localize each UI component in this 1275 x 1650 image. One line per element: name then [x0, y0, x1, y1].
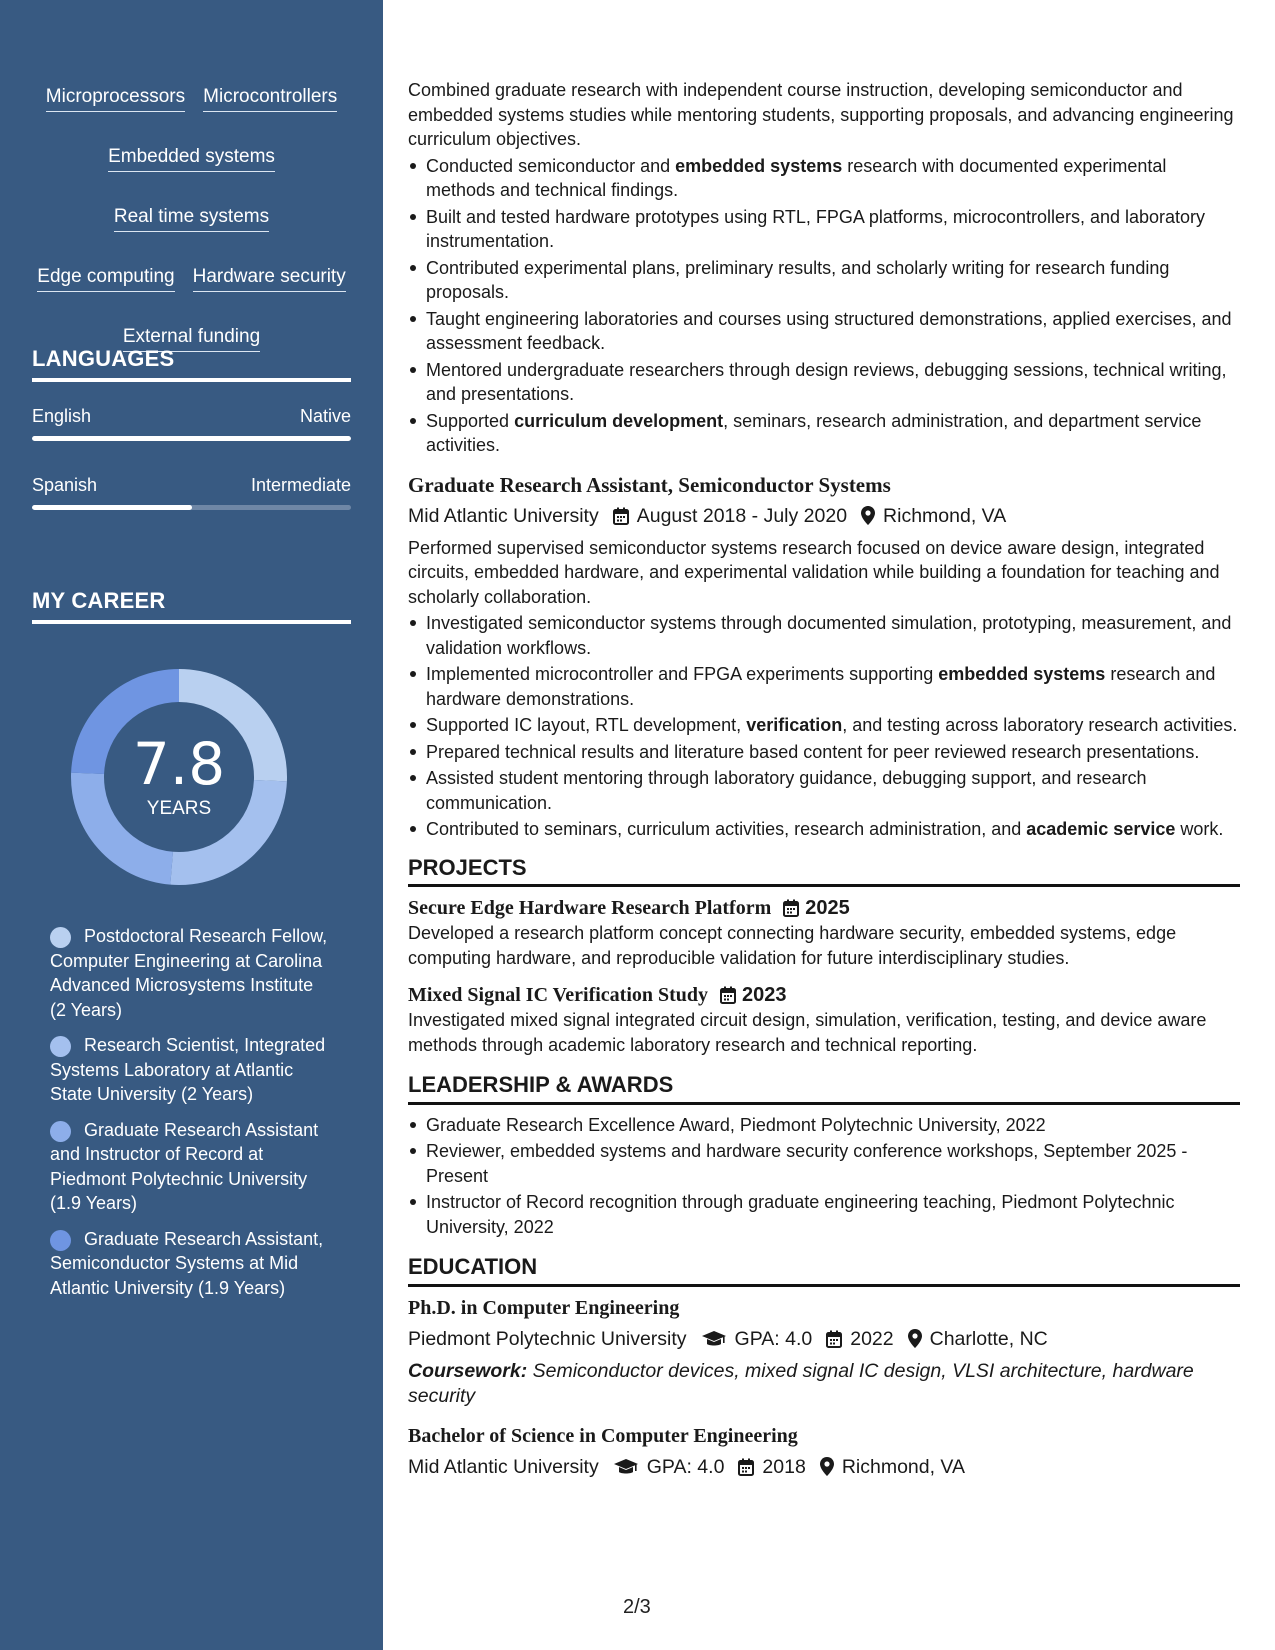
awards-heading: LEADERSHIP & AWARDS [408, 1073, 1240, 1105]
bullet-item: Mentored undergraduate researchers through design reviews, debugging sessions, technical writing, and presentations. [408, 358, 1240, 407]
awards-list [408, 1113, 1240, 1240]
project-title-row [408, 982, 1240, 1008]
job-summary: Performed supervised semiconductor systems research focused on device aware design, integrated circuits, embedded hardware, and experimental validation while building a foundation for teaching and scholarly collaboration. [408, 537, 1220, 607]
project-title: Secure Edge Hardware Research Platform [408, 897, 772, 919]
career-total [66, 664, 292, 890]
bullet-item: Conducted semiconductor and embedded systems research with documented experimental methods and technical findings. [408, 154, 1240, 203]
location-pin-icon [908, 1329, 922, 1348]
language-level: Intermediate [250, 475, 351, 495]
skill-tag: Microcontrollers [203, 84, 337, 112]
language-proficiency-fill [32, 505, 192, 510]
job-dates: August 2018 - July 2020 [636, 504, 848, 527]
languages-heading: LANGUAGES [32, 346, 351, 382]
project-description: Investigated mixed signal integrated circuit design, simulation, verification, testing, and device aware methods through academic laboratory research and technical reporting. [408, 1010, 1207, 1055]
bullet-item: Implemented microcontroller and FPGA experiments supporting embedded systems research and hardware demonstrations. [408, 662, 1240, 711]
award-item: Instructor of Record recognition through graduate engineering teaching, Piedmont Polytechnic University, 2022 [408, 1190, 1240, 1239]
career-legend-item [50, 1227, 330, 1301]
language-proficiency-bar [32, 436, 351, 441]
bullet-item: Contributed to seminars, curriculum activities, research administration, and academic service work. [408, 817, 1240, 842]
job-organization: Mid Atlantic University [408, 504, 599, 527]
legend-dot [50, 1121, 71, 1142]
project-title: Mixed Signal IC Verification Study [408, 984, 709, 1006]
project-year: 2023 [742, 984, 787, 1006]
job-location: Richmond, VA [883, 504, 1007, 527]
skill-tag: Embedded systems [108, 144, 275, 172]
graduation-cap-icon [701, 1330, 727, 1348]
skill-tag: External funding [123, 324, 260, 352]
education-heading: EDUCATION [408, 1255, 1240, 1287]
school-location: Charlotte, NC [929, 1327, 1048, 1350]
projects-heading: PROJECTS [408, 856, 1240, 888]
bullet-item: Built and tested hardware prototypes using RTL, FPGA platforms, microcontrollers, and laboratory instrumentation. [408, 205, 1240, 254]
graduation-year: 2018 [762, 1455, 806, 1478]
role-bullets [408, 154, 1240, 458]
skill-tag: Hardware security [193, 264, 346, 292]
school-name: Mid Atlantic University [408, 1455, 599, 1478]
award-item: Reviewer, embedded systems and hardware security conference workshops, September 2025 - Present [408, 1139, 1240, 1188]
project-title-row [408, 895, 1240, 921]
calendar-icon [613, 507, 629, 525]
career-total-unit: YEARS [146, 798, 212, 819]
skill-tag: Edge computing [37, 264, 174, 292]
coursework-label: Coursework: [408, 1359, 528, 1382]
bullet-item: Assisted student mentoring through laboratory guidance, debugging support, and research communication. [408, 766, 1240, 815]
job-bullets [408, 611, 1240, 842]
legend-dot [50, 1036, 71, 1057]
degree-title: Bachelor of Science in Computer Engineering [408, 1424, 798, 1447]
degree-title: Ph.D. in Computer Engineering [408, 1296, 680, 1319]
location-pin-icon [861, 506, 875, 525]
skills-list [32, 84, 351, 352]
coursework [408, 1359, 1240, 1409]
role-summary: Combined graduate research with independent course instruction, developing semiconductor and embedded systems studies while mentoring students, supporting proposals, and advancing engineering curriculum objectives. [408, 80, 1234, 149]
bullet-item: Contributed experimental plans, preliminary results, and scholarly writing for research funding proposals. [408, 256, 1240, 305]
education-meta [408, 1325, 1240, 1353]
career-legend-item [50, 924, 330, 1022]
main-content [408, 78, 1240, 1487]
education-meta [408, 1453, 1240, 1481]
calendar-icon [738, 1458, 754, 1476]
language-english [32, 404, 351, 441]
career-legend-label: Research Scientist, Integrated Systems Laboratory at Atlantic State University (2 Years) [50, 1035, 326, 1104]
career-legend [50, 924, 330, 1311]
page-number: 2/3 [623, 1596, 651, 1618]
career-legend-label: Graduate Research Assistant and Instructor of Record at Piedmont Polytechnic University (1.9 Years) [50, 1119, 319, 1213]
career-legend-label: Postdoctoral Research Fellow, Computer Engineering at Carolina Advanced Microsystems Institute (2 Years) [50, 926, 328, 1020]
career-legend-label: Graduate Research Assistant, Semiconductor Systems at Mid Atlantic University (1.9 Years) [50, 1228, 324, 1298]
legend-dot [50, 1230, 71, 1251]
career-legend-item [50, 1033, 330, 1107]
coursework-text: Semiconductor devices, mixed signal IC design, VLSI architecture, hardware security [408, 1359, 1194, 1407]
sidebar [0, 0, 383, 1650]
career-heading: MY CAREER [32, 588, 351, 624]
gpa: GPA: 4.0 [734, 1327, 813, 1350]
job-title: Graduate Research Assistant, Semiconductor Systems [408, 472, 891, 497]
skill-tag: Real time systems [114, 204, 269, 232]
gpa: GPA: 4.0 [646, 1455, 725, 1478]
career-total-value: 7.8 [132, 730, 226, 798]
language-name: Spanish [32, 475, 98, 495]
award-item: Graduate Research Excellence Award, Piedmont Polytechnic University, 2022 [408, 1113, 1240, 1138]
bullet-item: Supported IC layout, RTL development, verification, and testing across laboratory research activities. [408, 713, 1240, 738]
bullet-item: Supported curriculum development, seminars, research administration, and department service activities. [408, 409, 1240, 458]
bullet-item: Investigated semiconductor systems through documented simulation, prototyping, measurement, and validation workflows. [408, 611, 1240, 660]
graduation-cap-icon [613, 1458, 639, 1476]
skill-tag: Microprocessors [46, 84, 185, 112]
school-name: Piedmont Polytechnic University [408, 1327, 687, 1350]
project-description: Developed a research platform concept connecting hardware security, embedded systems, edge computing hardware, and reproducible validation for future interdisciplinary studies. [408, 923, 1177, 968]
bullet-item: Taught engineering laboratories and courses using structured demonstrations, applied exercises, and assessment feedback. [408, 307, 1240, 356]
project-year: 2025 [805, 897, 850, 919]
language-proficiency-bar [32, 505, 351, 510]
location-pin-icon [820, 1457, 834, 1476]
calendar-icon [783, 899, 799, 917]
graduation-year: 2022 [850, 1327, 894, 1350]
language-name: English [32, 406, 92, 426]
language-proficiency-fill [32, 436, 351, 441]
language-level: Native [299, 406, 351, 426]
legend-dot [50, 927, 71, 948]
calendar-icon [826, 1330, 842, 1348]
career-legend-item [50, 1118, 330, 1216]
language-spanish [32, 473, 351, 510]
bullet-item: Prepared technical results and literature based content for peer reviewed research presentations. [408, 740, 1240, 765]
school-location: Richmond, VA [841, 1455, 966, 1478]
job-meta [408, 502, 1240, 530]
calendar-icon [720, 986, 736, 1004]
